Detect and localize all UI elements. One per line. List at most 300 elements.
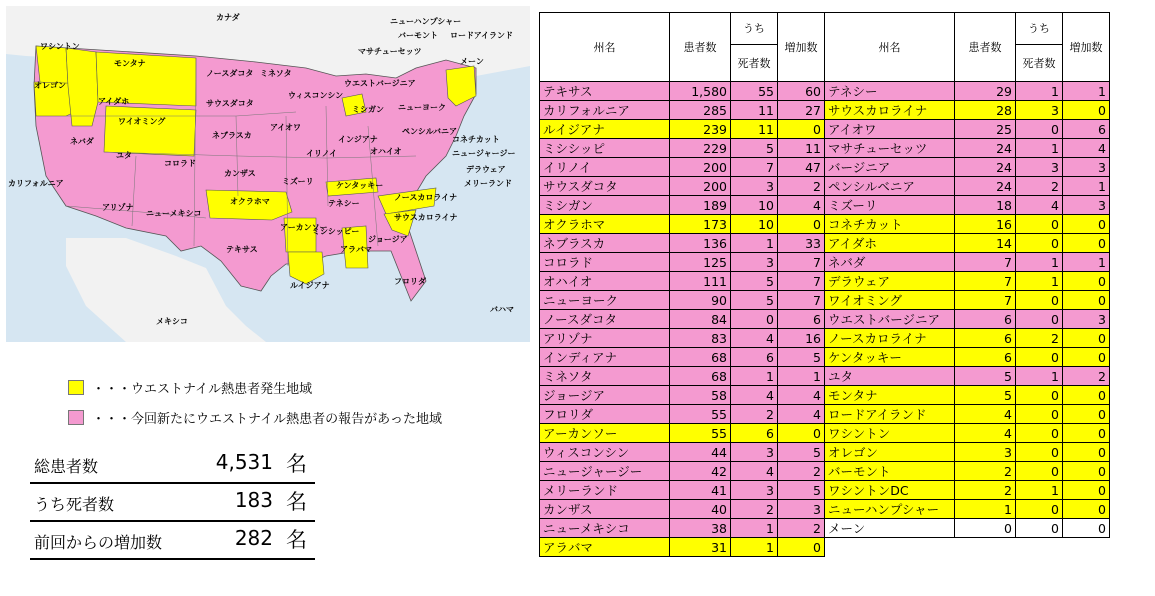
- cell-dead: 0: [1016, 120, 1063, 139]
- cell-patients: 29: [955, 82, 1016, 101]
- stat-value: 4,531: [215, 450, 273, 474]
- table-row: [540, 538, 1110, 557]
- idaho-region: [66, 48, 98, 126]
- cell-dead: 1: [731, 519, 778, 538]
- map-label-newmexico: ニューメキシコ: [146, 209, 202, 218]
- cell-patients: 3: [955, 443, 1016, 462]
- cell-name: イリノイ: [540, 158, 670, 177]
- cell-dead: 4: [1016, 196, 1063, 215]
- cell-dead: 7: [731, 158, 778, 177]
- cell-dead: 0: [731, 310, 778, 329]
- cell-name: アイオワ: [825, 120, 955, 139]
- cell-inc: 7: [778, 253, 825, 272]
- cell-dead: 3: [731, 177, 778, 196]
- cell-inc: 1: [1063, 253, 1110, 272]
- header-patients: 患者数: [670, 13, 731, 82]
- table-row: [540, 272, 1110, 291]
- cell-dead: 4: [731, 329, 778, 348]
- table-row: [540, 443, 1110, 462]
- cell-name: ミネソタ: [540, 367, 670, 386]
- cell-name: ネバダ: [825, 253, 955, 272]
- cell-dead: 1: [731, 538, 778, 557]
- cell-patients: 6: [955, 348, 1016, 367]
- cell-name: ワイオミング: [825, 291, 955, 310]
- map-label-southcarolina: サウスカロライナ: [394, 213, 458, 222]
- table-row: [540, 348, 1110, 367]
- cell-name: ペンシルベニア: [825, 177, 955, 196]
- cell-dead: 1: [1016, 253, 1063, 272]
- cell-name: バージニア: [825, 158, 955, 177]
- cell-dead: 2: [1016, 177, 1063, 196]
- cell-dead: 6: [731, 424, 778, 443]
- cell-patients: 28: [955, 101, 1016, 120]
- cell-inc: 6: [1063, 120, 1110, 139]
- table-row: [540, 310, 1110, 329]
- cell-inc: 2: [778, 177, 825, 196]
- table-row: [540, 196, 1110, 215]
- cell-inc: 0: [1063, 101, 1110, 120]
- cell-name: ミシシッピ: [540, 139, 670, 158]
- cell-patients: 24: [955, 139, 1016, 158]
- cell-inc: 60: [778, 82, 825, 101]
- stat-deaths: [30, 484, 315, 522]
- cell-patients: 111: [670, 272, 731, 291]
- cell-dead: 0: [1016, 424, 1063, 443]
- cell-inc: 6: [778, 310, 825, 329]
- cell-dead: 3: [731, 253, 778, 272]
- cell-name: ウエストバージニア: [825, 310, 955, 329]
- map-label-oklahoma: オクラホマ: [230, 197, 270, 206]
- cell-name: バーモント: [825, 462, 955, 481]
- cell-name: ユタ: [825, 367, 955, 386]
- map-label-minnesota: ミネソタ: [260, 69, 292, 78]
- map-label-illinois: イリノイ: [306, 149, 337, 158]
- cell-name: オレゴン: [825, 443, 955, 462]
- cell-patients: 16: [955, 215, 1016, 234]
- map-label-kentucky: ケンタッキー: [336, 181, 384, 190]
- stat-value: 183: [234, 488, 273, 512]
- cell-name: メリーランド: [540, 481, 670, 500]
- cell-inc: 4: [778, 386, 825, 405]
- table-row: [540, 462, 1110, 481]
- map-label-delaware: デラウェア: [466, 165, 506, 174]
- cell-inc: 7: [778, 291, 825, 310]
- cell-dead: 1: [1016, 82, 1063, 101]
- cell-dead: 4: [731, 462, 778, 481]
- map-label-connecticut: コネチカット: [452, 135, 500, 144]
- cell-patients: 5: [955, 386, 1016, 405]
- cell-inc: 0: [1063, 424, 1110, 443]
- cell-dead: 1: [1016, 367, 1063, 386]
- map-label-newyork: ニューヨーク: [398, 103, 446, 112]
- cell-patients: 173: [670, 215, 731, 234]
- stat-total-patients: [30, 446, 315, 484]
- stat-unit: 名: [286, 528, 307, 552]
- cell-dead: 0: [1016, 519, 1063, 538]
- cell-patients: 7: [955, 291, 1016, 310]
- map-label-arizona: アリゾナ: [102, 203, 134, 212]
- cell-dead: 1: [1016, 139, 1063, 158]
- cell-inc: 3: [1063, 310, 1110, 329]
- cell-name: サウスダコタ: [540, 177, 670, 196]
- cell-patients: 4: [955, 405, 1016, 424]
- cell-inc: 7: [778, 272, 825, 291]
- cell-inc: 2: [778, 519, 825, 538]
- state-case-table: [539, 12, 1110, 557]
- cell-dead: 5: [731, 139, 778, 158]
- cell-name: ジョージア: [540, 386, 670, 405]
- cell-patients: 7: [955, 253, 1016, 272]
- cell-patients: 18: [955, 196, 1016, 215]
- cell-dead: 3: [1016, 158, 1063, 177]
- header-increase-right: 増加数: [1063, 13, 1110, 82]
- cell-dead: 0: [1016, 348, 1063, 367]
- header-dead-top: うち: [731, 13, 778, 45]
- cell-patients: 229: [670, 139, 731, 158]
- cell-dead: 2: [731, 405, 778, 424]
- cell-dead: 11: [731, 101, 778, 120]
- cell-dead: 3: [731, 481, 778, 500]
- table-row: [540, 500, 1110, 519]
- cell-patients: 200: [670, 158, 731, 177]
- cell-patients: 6: [955, 310, 1016, 329]
- cell-inc: 4: [1063, 139, 1110, 158]
- cell-inc: 3: [1063, 196, 1110, 215]
- cell-name: オハイオ: [540, 272, 670, 291]
- cell-name: ルイジアナ: [540, 120, 670, 139]
- legend-yellow: [68, 378, 312, 397]
- table-row: [540, 519, 1110, 538]
- cell-inc: 5: [778, 443, 825, 462]
- cell-name: アイダホ: [825, 234, 955, 253]
- map-label-northdakota: ノースダコタ: [206, 69, 254, 78]
- cell-dead: 2: [1016, 329, 1063, 348]
- cell-inc: 27: [778, 101, 825, 120]
- cell-inc: 0: [1063, 462, 1110, 481]
- map-label-washington: ワシントン: [40, 42, 80, 51]
- empty-cell: [825, 538, 1110, 557]
- cell-patients: 1,580: [670, 82, 731, 101]
- cell-patients: 55: [670, 405, 731, 424]
- cell-inc: 0: [1063, 405, 1110, 424]
- wyoming-region: [104, 106, 196, 156]
- cell-name: フロリダ: [540, 405, 670, 424]
- cell-patients: 44: [670, 443, 731, 462]
- cell-patients: 14: [955, 234, 1016, 253]
- cell-inc: 4: [778, 405, 825, 424]
- map-label-california: カリフォルニア: [8, 179, 64, 188]
- stat-label: 総患者数: [34, 457, 99, 476]
- table-row: [540, 481, 1110, 500]
- cell-dead: 0: [1016, 500, 1063, 519]
- cell-patients: 42: [670, 462, 731, 481]
- table-row: [540, 405, 1110, 424]
- map-label-bahamas: バハマ: [490, 305, 514, 314]
- map-label-missouri: ミズーリ: [282, 177, 314, 186]
- cell-name: アーカンソー: [540, 424, 670, 443]
- map-label-texas: テキサス: [226, 245, 258, 254]
- cell-inc: 1: [778, 367, 825, 386]
- cell-patients: 2: [955, 462, 1016, 481]
- cell-inc: 11: [778, 139, 825, 158]
- cell-dead: 0: [1016, 215, 1063, 234]
- map-label-idaho: アイダホ: [98, 97, 130, 106]
- cell-name: ワシントン: [825, 424, 955, 443]
- table-row: [540, 177, 1110, 196]
- cell-dead: 3: [731, 443, 778, 462]
- cell-inc: 0: [1063, 234, 1110, 253]
- cell-patients: 125: [670, 253, 731, 272]
- map-label-maine: メーン: [460, 57, 484, 66]
- cell-inc: 1: [1063, 82, 1110, 101]
- cell-name: コロラド: [540, 253, 670, 272]
- cell-inc: 33: [778, 234, 825, 253]
- legend-pink-label: ・・・今回新たにウエストナイル熱患者の報告があった地域: [92, 412, 442, 427]
- cell-patients: 41: [670, 481, 731, 500]
- cell-name: モンタナ: [825, 386, 955, 405]
- cell-patients: 38: [670, 519, 731, 538]
- cell-name: アリゾナ: [540, 329, 670, 348]
- cell-inc: 3: [778, 500, 825, 519]
- map-label-canada: カナダ: [216, 13, 240, 22]
- map-label-westvirginia: ウエストバージニア: [344, 79, 416, 88]
- table-row: [540, 329, 1110, 348]
- table-row: [540, 253, 1110, 272]
- stat-label: うち死者数: [34, 495, 115, 514]
- cell-dead: 0: [1016, 234, 1063, 253]
- yellow-swatch: [68, 380, 84, 395]
- cell-patients: 90: [670, 291, 731, 310]
- cell-inc: 4: [778, 196, 825, 215]
- map-label-ohio: オハイオ: [370, 147, 402, 156]
- cell-dead: 1: [1016, 481, 1063, 500]
- cell-name: ニュージャージー: [540, 462, 670, 481]
- map-label-southdakota: サウスダコタ: [206, 99, 254, 108]
- cell-dead: 6: [731, 348, 778, 367]
- cell-dead: 10: [731, 215, 778, 234]
- cell-dead: 4: [731, 386, 778, 405]
- cell-name: ニューハンプシャー: [825, 500, 955, 519]
- cell-inc: 0: [1063, 500, 1110, 519]
- cell-dead: 10: [731, 196, 778, 215]
- cell-patients: 189: [670, 196, 731, 215]
- cell-patients: 31: [670, 538, 731, 557]
- map-label-michigan: ミシガン: [352, 105, 384, 114]
- map-label-vermont: バーモント: [398, 31, 438, 40]
- cell-dead: 1: [731, 234, 778, 253]
- header-increase: 増加数: [778, 13, 825, 82]
- cell-name: ニューヨーク: [540, 291, 670, 310]
- cell-inc: 0: [1063, 272, 1110, 291]
- cell-dead: 0: [1016, 443, 1063, 462]
- cell-dead: 3: [1016, 101, 1063, 120]
- table-row: [540, 82, 1110, 101]
- map-label-maryland: メリーランド: [464, 179, 512, 188]
- cell-patients: 7: [955, 272, 1016, 291]
- cell-dead: 0: [1016, 291, 1063, 310]
- cell-inc: 5: [778, 481, 825, 500]
- cell-patients: 68: [670, 348, 731, 367]
- map-label-colorado: コロラド: [164, 159, 196, 168]
- map-label-mississippi: ミシシッピー: [312, 227, 360, 236]
- cell-inc: 0: [1063, 386, 1110, 405]
- map-label-montana: モンタナ: [114, 59, 146, 68]
- header-dead-top-right: うち: [1016, 13, 1063, 45]
- stat-label: 前回からの増加数: [34, 533, 163, 552]
- map-label-alabama: アラバマ: [340, 245, 372, 254]
- map-label-indiana: インジアナ: [338, 135, 378, 144]
- cell-inc: 0: [778, 215, 825, 234]
- cell-patients: 239: [670, 120, 731, 139]
- cell-dead: 5: [731, 272, 778, 291]
- cell-name: インディアナ: [540, 348, 670, 367]
- map-label-massachusetts: マサチューセッツ: [358, 47, 422, 56]
- cell-dead: 11: [731, 120, 778, 139]
- cell-name: マサチューセッツ: [825, 139, 955, 158]
- map-label-nebraska: ネブラスカ: [212, 131, 252, 140]
- cell-patients: 24: [955, 177, 1016, 196]
- stat-unit: 名: [286, 452, 307, 476]
- table-row: [540, 139, 1110, 158]
- map-label-nevada: ネバダ: [70, 137, 94, 146]
- cell-inc: 0: [1063, 329, 1110, 348]
- cell-name: ワシントンDC: [825, 481, 955, 500]
- map-label-florida: フロリダ: [394, 277, 426, 286]
- cell-patients: 83: [670, 329, 731, 348]
- map-label-northcarolina: ノースカロライナ: [394, 193, 458, 202]
- cell-dead: 1: [731, 367, 778, 386]
- cell-patients: 25: [955, 120, 1016, 139]
- cell-inc: 0: [778, 120, 825, 139]
- stat-unit: 名: [286, 490, 307, 514]
- cell-inc: 3: [1063, 158, 1110, 177]
- map-label-utah: ユタ: [116, 151, 132, 160]
- legend-pink: [68, 408, 442, 427]
- header-state-right: 州名: [825, 13, 955, 82]
- cell-dead: 0: [1016, 310, 1063, 329]
- header-state: 州名: [540, 13, 670, 82]
- cell-patients: 68: [670, 367, 731, 386]
- table-row: [540, 367, 1110, 386]
- cell-patients: 2: [955, 481, 1016, 500]
- cell-name: オクラホマ: [540, 215, 670, 234]
- pink-swatch: [68, 410, 84, 425]
- cell-name: ニューメキシコ: [540, 519, 670, 538]
- cell-inc: 0: [1063, 519, 1110, 538]
- cell-inc: 2: [778, 462, 825, 481]
- cell-name: ケンタッキー: [825, 348, 955, 367]
- cell-dead: 0: [1016, 386, 1063, 405]
- cell-dead: 1: [1016, 272, 1063, 291]
- cell-patients: 40: [670, 500, 731, 519]
- cell-inc: 47: [778, 158, 825, 177]
- cell-patients: 5: [955, 367, 1016, 386]
- table-row: [540, 120, 1110, 139]
- cell-name: ウィスコンシン: [540, 443, 670, 462]
- stat-value: 282: [234, 526, 273, 550]
- cell-dead: 5: [731, 291, 778, 310]
- cell-name: コネチカット: [825, 215, 955, 234]
- cell-name: デラウェア: [825, 272, 955, 291]
- cell-dead: 2: [731, 500, 778, 519]
- header-dead-bottom-right: 死者数: [1016, 45, 1063, 82]
- table-body: [540, 82, 1110, 557]
- map-label-newhampshire: ニューハンプシャー: [390, 17, 462, 26]
- cell-inc: 0: [1063, 443, 1110, 462]
- table-row: [540, 101, 1110, 120]
- table-row: [540, 215, 1110, 234]
- table-row: [540, 424, 1110, 443]
- map-label-pennsylvania: ペンシルバニア: [402, 127, 458, 136]
- cell-patients: 55: [670, 424, 731, 443]
- cell-inc: 0: [778, 538, 825, 557]
- table-row: [540, 158, 1110, 177]
- cell-patients: 58: [670, 386, 731, 405]
- cell-inc: 0: [1063, 215, 1110, 234]
- cell-name: カンザス: [540, 500, 670, 519]
- cell-patients: 0: [955, 519, 1016, 538]
- map-label-georgia: ジョージア: [368, 235, 408, 244]
- map-label-rhodeisland: ロードアイランド: [450, 31, 514, 40]
- cell-dead: 0: [1016, 405, 1063, 424]
- map-label-oregon: オレゴン: [34, 81, 66, 90]
- cell-name: テキサス: [540, 82, 670, 101]
- cell-patients: 6: [955, 329, 1016, 348]
- cell-inc: 5: [778, 348, 825, 367]
- cell-inc: 16: [778, 329, 825, 348]
- cell-name: ミシガン: [540, 196, 670, 215]
- cell-name: ノースダコタ: [540, 310, 670, 329]
- cell-name: メーン: [825, 519, 955, 538]
- map-label-wyoming: ワイオミング: [118, 117, 166, 126]
- cell-patients: 1: [955, 500, 1016, 519]
- cell-inc: 1: [1063, 177, 1110, 196]
- cell-name: テネシー: [825, 82, 955, 101]
- washington-region: [36, 46, 68, 84]
- cell-inc: 0: [1063, 291, 1110, 310]
- cell-inc: 0: [1063, 481, 1110, 500]
- cell-name: ノースカロライナ: [825, 329, 955, 348]
- cell-patients: 285: [670, 101, 731, 120]
- cell-patients: 4: [955, 424, 1016, 443]
- cell-name: サウスカロライナ: [825, 101, 955, 120]
- map-label-newjersey: ニュージャージー: [452, 149, 516, 158]
- cell-dead: 0: [1016, 462, 1063, 481]
- map-label-arkansas: アーカンソー: [280, 223, 328, 232]
- cell-name: アラバマ: [540, 538, 670, 557]
- cell-inc: 2: [1063, 367, 1110, 386]
- map-label-tennessee: テネシー: [328, 199, 360, 208]
- header-patients-right: 患者数: [955, 13, 1016, 82]
- table-row: [540, 291, 1110, 310]
- cell-inc: 0: [778, 424, 825, 443]
- cell-name: カリフォルニア: [540, 101, 670, 120]
- stat-increase: [30, 522, 315, 560]
- cell-patients: 200: [670, 177, 731, 196]
- cell-name: ネブラスカ: [540, 234, 670, 253]
- table-row: [540, 234, 1110, 253]
- cell-patients: 136: [670, 234, 731, 253]
- map-label-mexico: メキシコ: [156, 317, 188, 326]
- cell-dead: 55: [731, 82, 778, 101]
- map-label-louisiana: ルイジアナ: [290, 281, 330, 290]
- table-row: [540, 386, 1110, 405]
- cell-patients: 84: [670, 310, 731, 329]
- map-label-kansas: カンザス: [224, 169, 256, 178]
- legend-yellow-label: ・・・ウエストナイル熱患者発生地域: [92, 382, 313, 397]
- map-label-iowa: アイオワ: [270, 123, 302, 132]
- cell-name: ロードアイランド: [825, 405, 955, 424]
